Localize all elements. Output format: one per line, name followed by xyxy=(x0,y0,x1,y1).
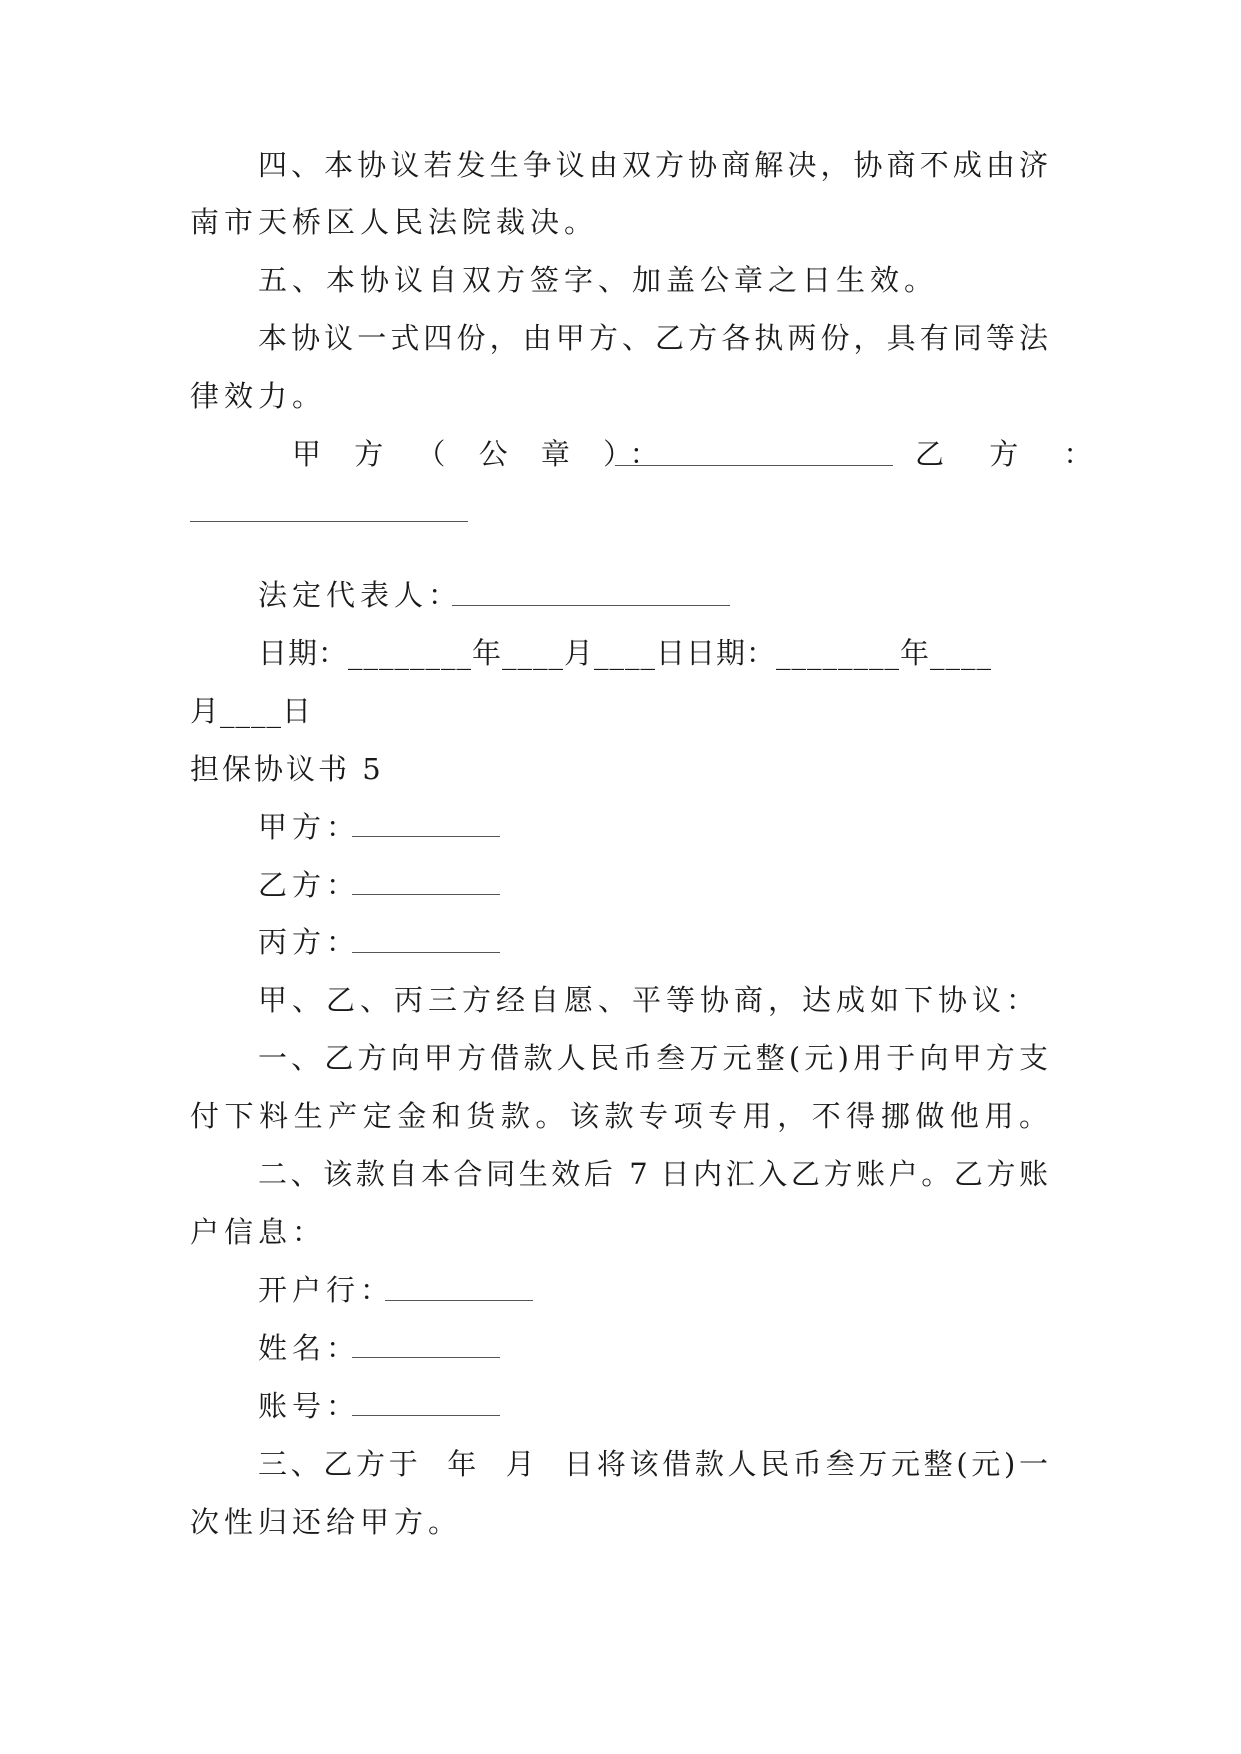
party-b-field-label: 乙方： xyxy=(258,868,361,902)
name-blank xyxy=(352,1357,500,1358)
clause-4-line-2: 南市天桥区人民法院裁决。 xyxy=(190,205,599,239)
account-number-blank xyxy=(352,1415,500,1416)
clause-3-line-1: 三、乙方于 年 月 日将该借款人民币叁万元整(元)一 xyxy=(258,1447,1048,1481)
legal-rep-label: 法定代表人： xyxy=(258,578,463,612)
date-line-2: 月____日 xyxy=(190,694,313,728)
party-b-label: 乙 方 ： xyxy=(915,437,1111,471)
agreement-title: 担保协议书 5 xyxy=(190,752,384,786)
party-b-field-blank xyxy=(352,894,500,895)
clause-4-line-1: 四、本协议若发生争议由双方协商解决，协商不成由济 xyxy=(258,148,1048,182)
bank-label: 开户行： xyxy=(258,1273,395,1307)
clause-2-line-2: 户信息： xyxy=(190,1215,327,1249)
clause-3-line-2: 次性归还给甲方。 xyxy=(190,1505,463,1539)
legal-rep-blank xyxy=(452,605,730,606)
copies-clause-line-1: 本协议一式四份，由甲方、乙方各执两份，具有同等法 xyxy=(258,321,1048,355)
clause-1-line-1: 一、乙方向甲方借款人民币叁万元整(元)用于向甲方支 xyxy=(258,1041,1048,1075)
party-b-blank xyxy=(190,521,468,522)
account-number-label: 账号： xyxy=(258,1389,361,1423)
party-a-field-blank xyxy=(352,836,500,837)
bank-blank xyxy=(385,1300,533,1301)
party-c-field-label: 丙方： xyxy=(258,925,361,959)
date-line-1: 日期：________年____月____日日期：________年____ xyxy=(258,636,993,670)
copies-clause-line-2: 律效力。 xyxy=(190,379,327,413)
clause-1-line-2: 付下料生产定金和货款。该款专项专用，不得挪做他用。 xyxy=(190,1099,1048,1133)
clause-2-line-1: 二、该款自本合同生效后 7 日内汇入乙方账户。乙方账 xyxy=(258,1157,1048,1191)
party-a-seal-blank xyxy=(615,465,893,466)
clause-5: 五、本协议自双方签字、加盖公章之日生效。 xyxy=(258,263,939,297)
party-a-field-label: 甲方： xyxy=(258,810,361,844)
party-c-field-blank xyxy=(352,952,500,953)
preamble: 甲、乙、丙三方经自愿、平等协商，达成如下协议： xyxy=(258,983,1041,1017)
party-a-seal-label: 甲 方 （ 公 章 ）： xyxy=(292,437,671,471)
name-label: 姓名： xyxy=(258,1331,361,1365)
